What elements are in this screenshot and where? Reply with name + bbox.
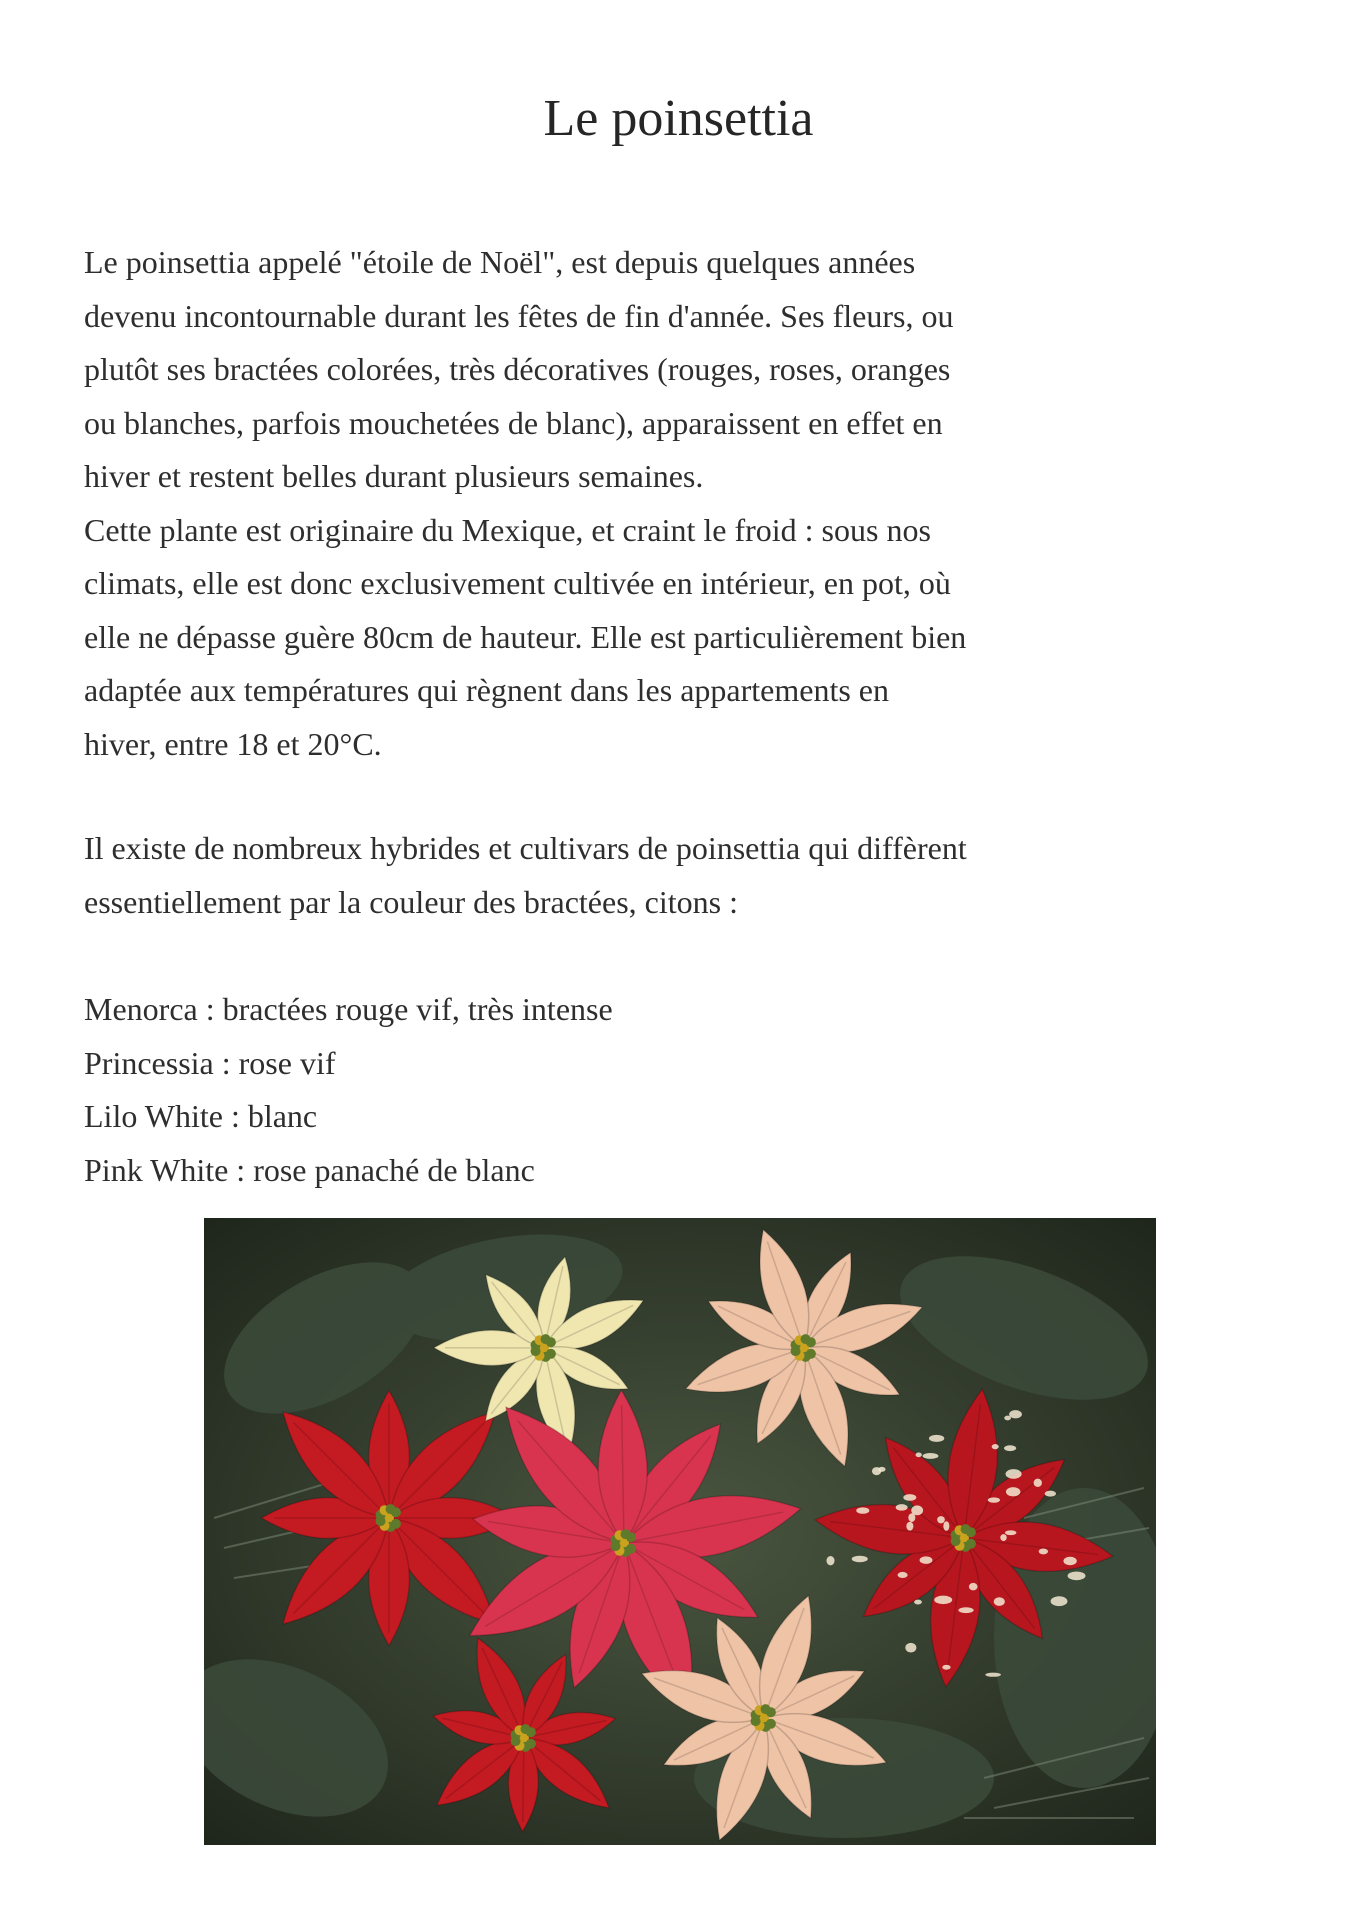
intro-line: elle ne dépasse guère 80cm de hauteur. Elle est particulièrement bien xyxy=(84,618,967,655)
intro-line: adaptée aux températures qui règnent dans les appartements en xyxy=(84,672,889,708)
poinsettia-illustration xyxy=(204,1218,1156,1845)
cultivar-item: Pink White : rose panaché de blanc xyxy=(84,1151,535,1188)
intro-line: hiver, entre 18 et 20°C. xyxy=(84,725,382,762)
intro-line: hiver et restent belles durant plusieurs semaines. xyxy=(84,458,704,494)
cultivar-item: Princessia : rose vif xyxy=(84,1044,336,1081)
intro-paragraph xyxy=(84,236,1304,771)
cultivar-list xyxy=(84,983,1304,1197)
intro-line: plutôt ses bractées colorées, très décoratives (rouges, roses, oranges xyxy=(84,351,951,387)
intro-line: Le poinsettia appelé "étoile de Noël", est depuis quelques années xyxy=(84,244,916,280)
intro-line: climats, elle est donc exclusivement cultivée en intérieur, en pot, où xyxy=(84,565,951,601)
intro-line: ou blanches, parfois mouchetées de blanc), apparaissent en effet en xyxy=(84,404,943,441)
poinsettia-photo xyxy=(204,1218,1156,1845)
hybrids-line: essentiellement par la couleur des bractées, citons : xyxy=(84,883,738,920)
hybrids-paragraph xyxy=(84,822,1304,929)
intro-line: Cette plante est originaire du Mexique, et craint le froid : sous nos xyxy=(84,511,931,548)
intro-line: devenu incontournable durant les fêtes de fin d'année. Ses fleurs, ou xyxy=(84,297,954,334)
cultivar-item: Lilo White : blanc xyxy=(84,1098,318,1134)
page-title: Le poinsettia xyxy=(543,90,814,147)
hybrids-line: Il existe de nombreux hybrides et cultivars de poinsettia qui diffèrent xyxy=(84,830,967,866)
cultivar-item: Menorca : bractées rouge vif, très intense xyxy=(84,991,613,1027)
